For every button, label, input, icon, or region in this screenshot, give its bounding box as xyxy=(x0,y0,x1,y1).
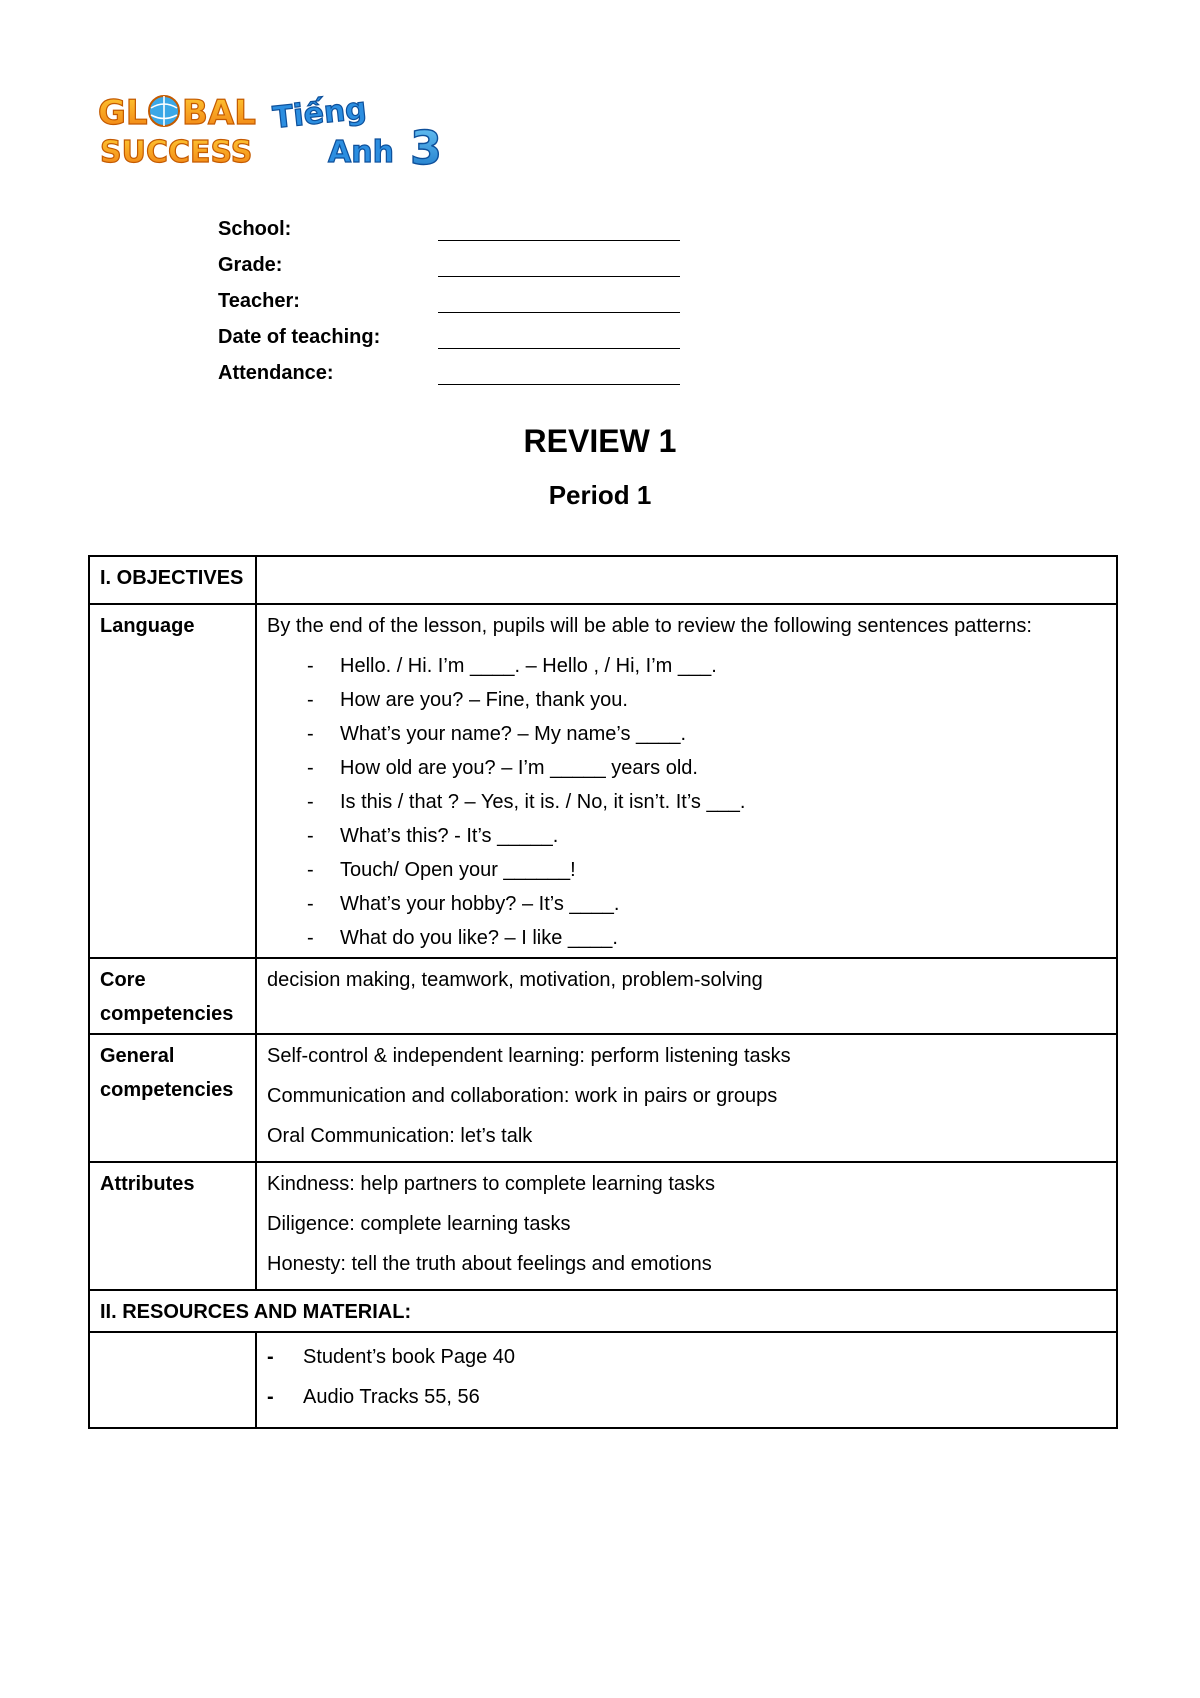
resources-header: II. RESOURCES AND MATERIAL: xyxy=(89,1290,1117,1332)
table-row xyxy=(89,1034,1117,1162)
row-label-attributes: Attributes xyxy=(89,1162,256,1290)
general-line: Oral Communication: let’s talk xyxy=(267,1125,533,1147)
svg-text:GL: GL xyxy=(98,93,148,133)
info-label: Teacher: xyxy=(218,290,300,312)
table-row xyxy=(89,1162,1117,1290)
row-label-core: Core competencies xyxy=(89,958,256,1034)
blank-line xyxy=(438,328,680,349)
attribute-line: Diligence: complete learning tasks xyxy=(267,1213,571,1235)
info-row-attendance xyxy=(218,349,680,385)
row-label-general: General competencies xyxy=(89,1034,256,1162)
list-item: - How are you? – Fine, thank you. xyxy=(307,683,1106,717)
info-row-teacher xyxy=(218,277,680,313)
list-item: - What’s your hobby? – It’s ____. xyxy=(307,887,1106,921)
resources-cell xyxy=(256,1332,1117,1428)
list-item: - Hello. / Hi. I’m ____. – Hello , / Hi, I’m ___. xyxy=(307,649,1106,683)
empty-cell xyxy=(89,1332,256,1428)
info-row-school xyxy=(218,205,680,241)
objectives-table xyxy=(88,555,1118,1429)
list-item: - Student’s book Page 40 xyxy=(267,1337,1106,1377)
svg-text:3: 3 xyxy=(410,121,443,175)
page-subtitle: Period 1 xyxy=(548,480,652,510)
blank-line xyxy=(438,256,680,277)
table-row xyxy=(89,556,1117,604)
list-item: - Audio Tracks 55, 56 xyxy=(267,1377,1106,1417)
list-item: - How old are you? – I’m _____ years old. xyxy=(307,751,1106,785)
attribute-line: Kindness: help partners to complete learning tasks xyxy=(267,1173,716,1195)
list-item: - Touch/ Open your ______! xyxy=(307,853,1106,887)
info-row-date xyxy=(218,313,680,349)
info-label: School: xyxy=(218,218,292,240)
language-cell xyxy=(256,604,1117,958)
info-label: Grade: xyxy=(218,254,283,276)
table-row xyxy=(89,604,1117,958)
svg-text:Anh: Anh xyxy=(328,135,394,170)
general-line: Self-control & independent learning: perform listening tasks xyxy=(267,1045,791,1067)
svg-text:Tiếng: Tiếng xyxy=(271,91,369,136)
info-row-grade xyxy=(218,241,680,277)
general-cell xyxy=(256,1034,1117,1162)
language-intro: By the end of the lesson, pupils will be able to review the following sentences patterns: xyxy=(267,615,1032,637)
list-item: - What’s this? - It’s _____. xyxy=(307,819,1106,853)
list-item: - What’s your name? – My name’s ____. xyxy=(307,717,1106,751)
row-label-language: Language xyxy=(89,604,256,958)
blank-line xyxy=(438,364,680,385)
blank-line xyxy=(438,220,680,241)
table-row xyxy=(89,958,1117,1034)
info-label: Date of teaching: xyxy=(218,326,381,348)
svg-text:SUCCESS: SUCCESS xyxy=(100,135,253,170)
lesson-info xyxy=(218,205,680,385)
list-item: - Is this / that ? – Yes, it is. / No, it isn’t. It’s ___. xyxy=(307,785,1106,819)
tieng-anh-logo xyxy=(271,91,442,175)
objectives-header: I. OBJECTIVES xyxy=(89,556,256,604)
svg-text:BAL: BAL xyxy=(182,93,256,133)
pattern-list xyxy=(267,649,1106,955)
resource-list xyxy=(267,1337,1106,1417)
blank-line xyxy=(438,292,680,313)
empty-cell xyxy=(256,556,1117,604)
global-success-logo xyxy=(96,84,476,176)
table-row xyxy=(89,1332,1117,1428)
attribute-line: Honesty: tell the truth about feelings and emotions xyxy=(267,1253,712,1275)
attributes-cell xyxy=(256,1162,1117,1290)
core-text: decision making, teamwork, motivation, problem-solving xyxy=(256,958,1117,1034)
header-logos xyxy=(96,84,476,176)
list-item: - What do you like? – I like ____. xyxy=(307,921,1106,955)
info-label: Attendance: xyxy=(218,362,334,384)
page-title: REVIEW 1 xyxy=(523,423,677,459)
table-row xyxy=(89,1290,1117,1332)
general-line: Communication and collaboration: work in pairs or groups xyxy=(267,1085,778,1107)
